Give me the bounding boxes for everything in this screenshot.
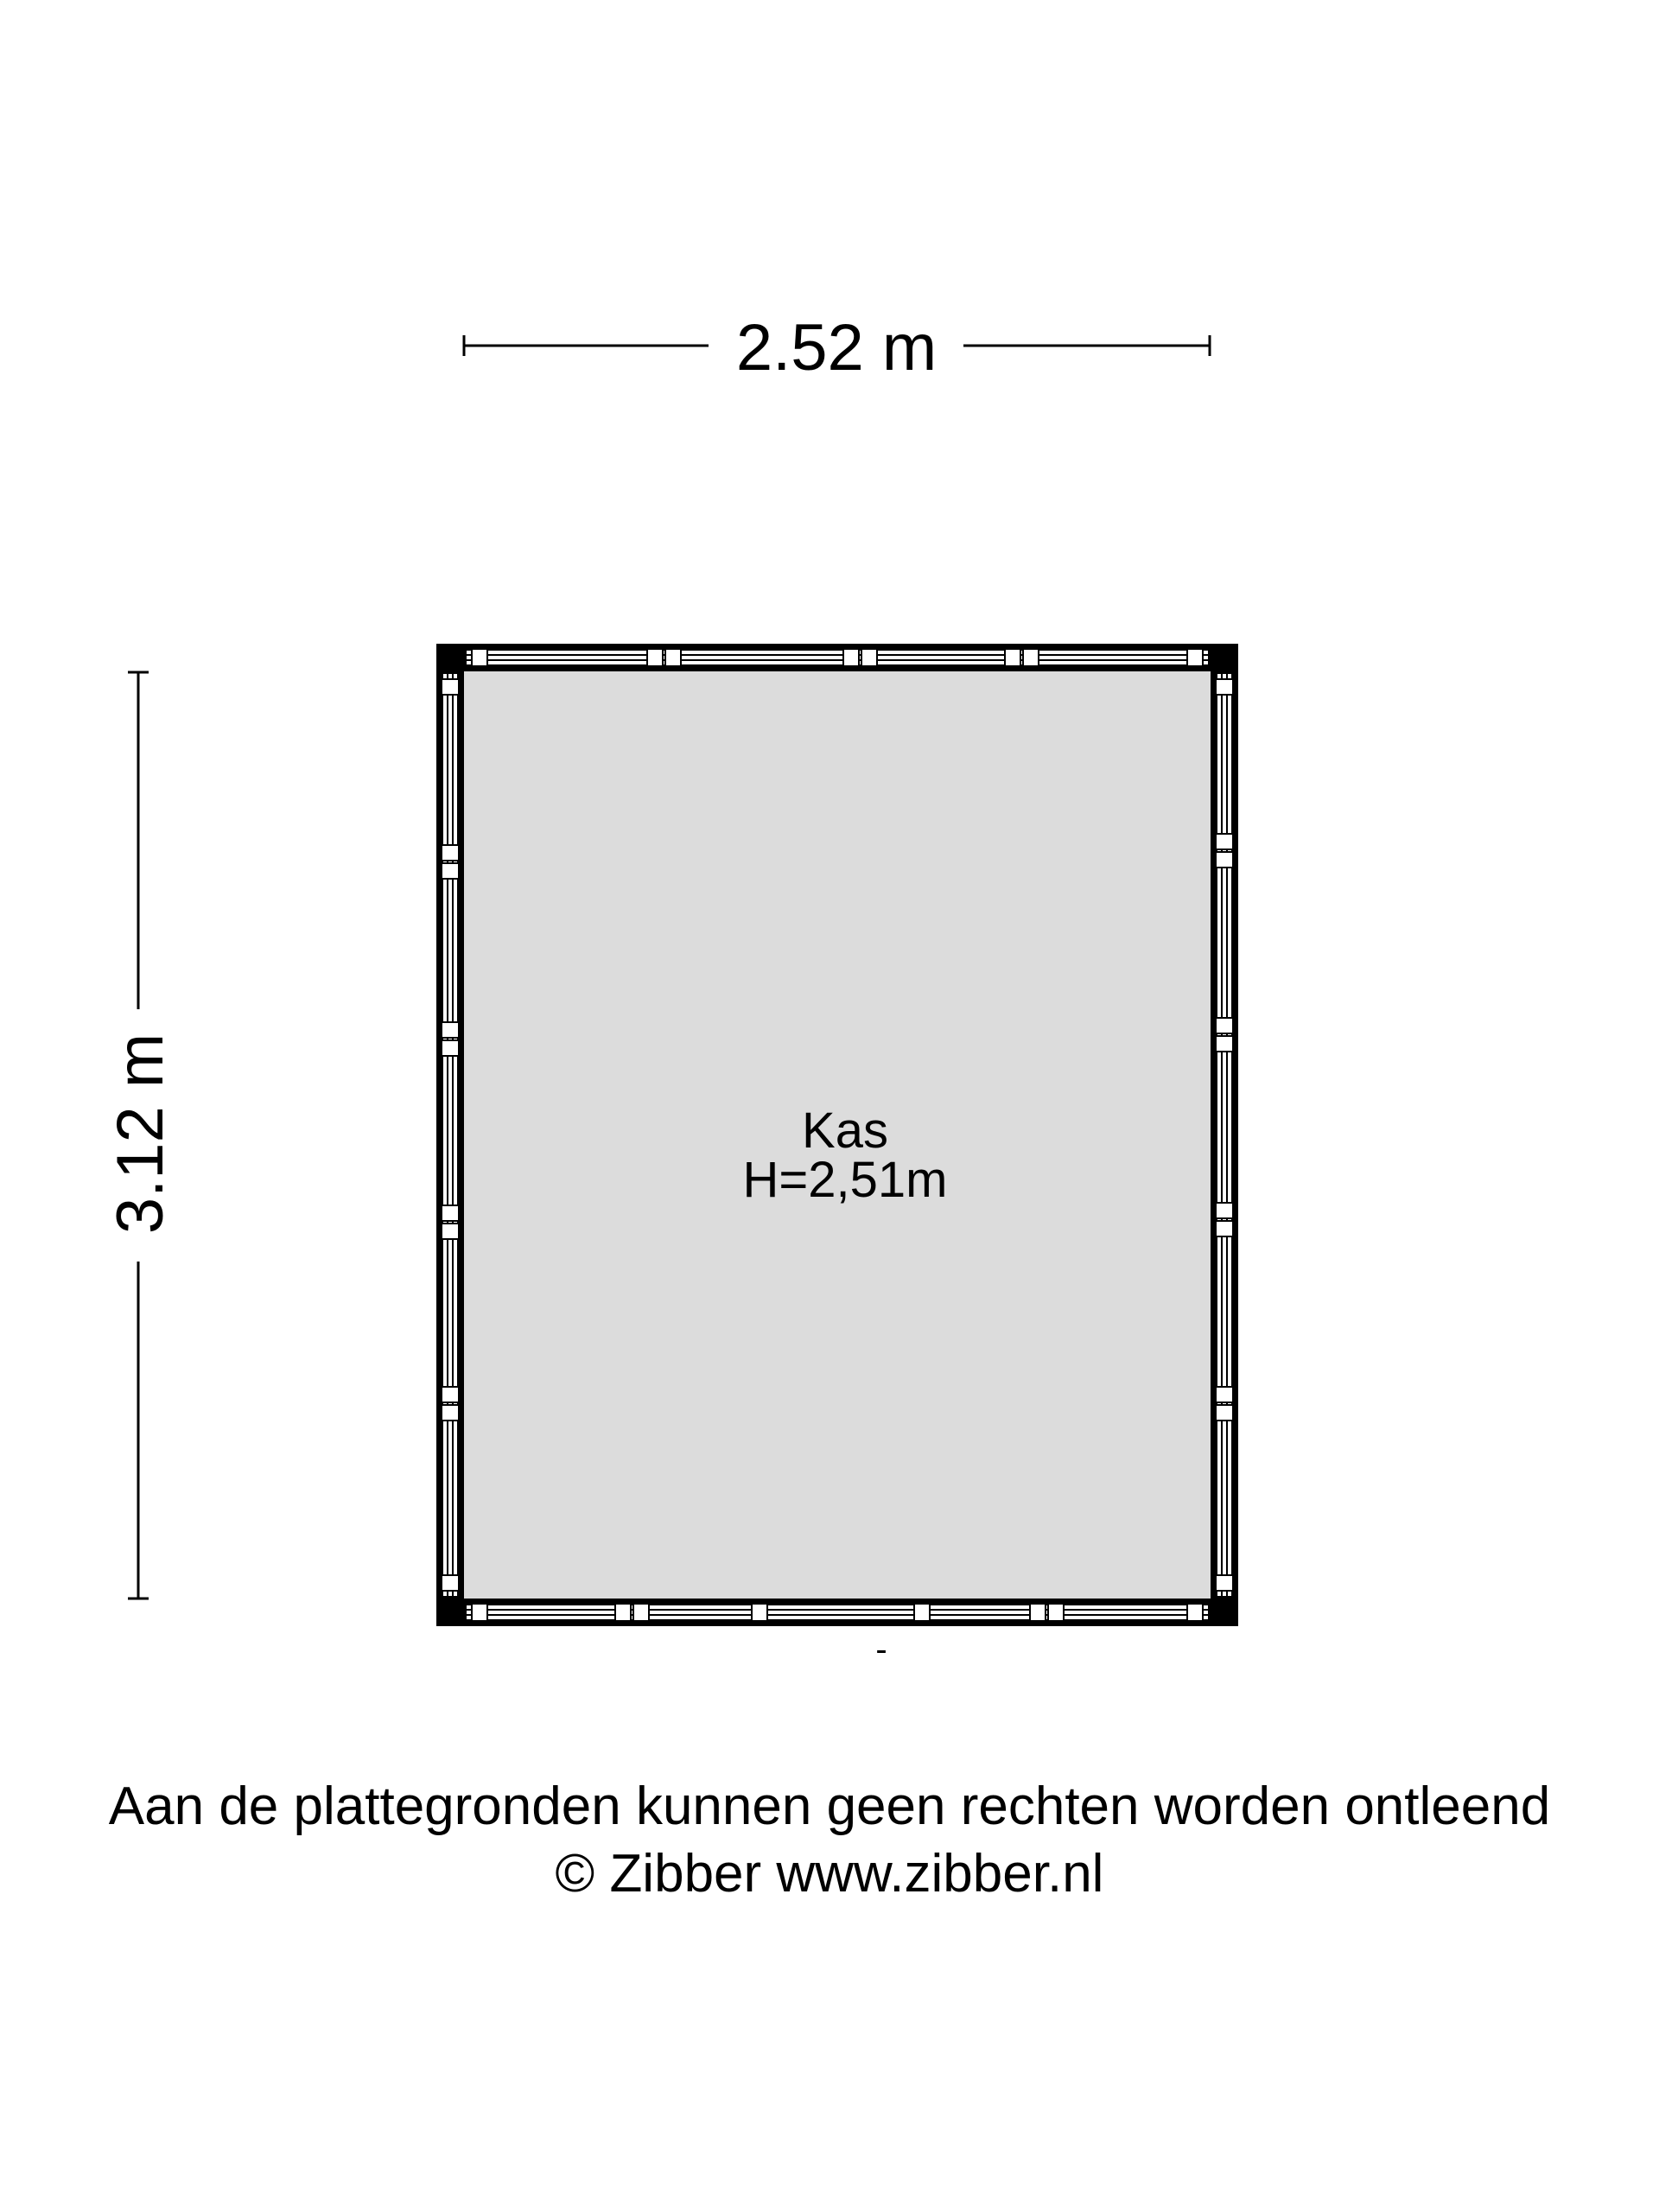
room-height: H=2,51m bbox=[742, 1152, 948, 1208]
height-label: 3.12 m bbox=[104, 1033, 177, 1235]
height-dimension bbox=[104, 672, 177, 1599]
copyright-text: © Zibber www.zibber.nl bbox=[555, 1844, 1104, 1904]
disclaimer-text: Aan de plattegronden kunnen geen rechten worden ontleend bbox=[108, 1777, 1551, 1836]
entrance-marker: - bbox=[875, 1630, 887, 1669]
greenhouse-room bbox=[436, 644, 1238, 1626]
width-dimension bbox=[464, 311, 1210, 385]
room-name: Kas bbox=[802, 1103, 888, 1159]
width-label: 2.52 m bbox=[735, 311, 938, 385]
